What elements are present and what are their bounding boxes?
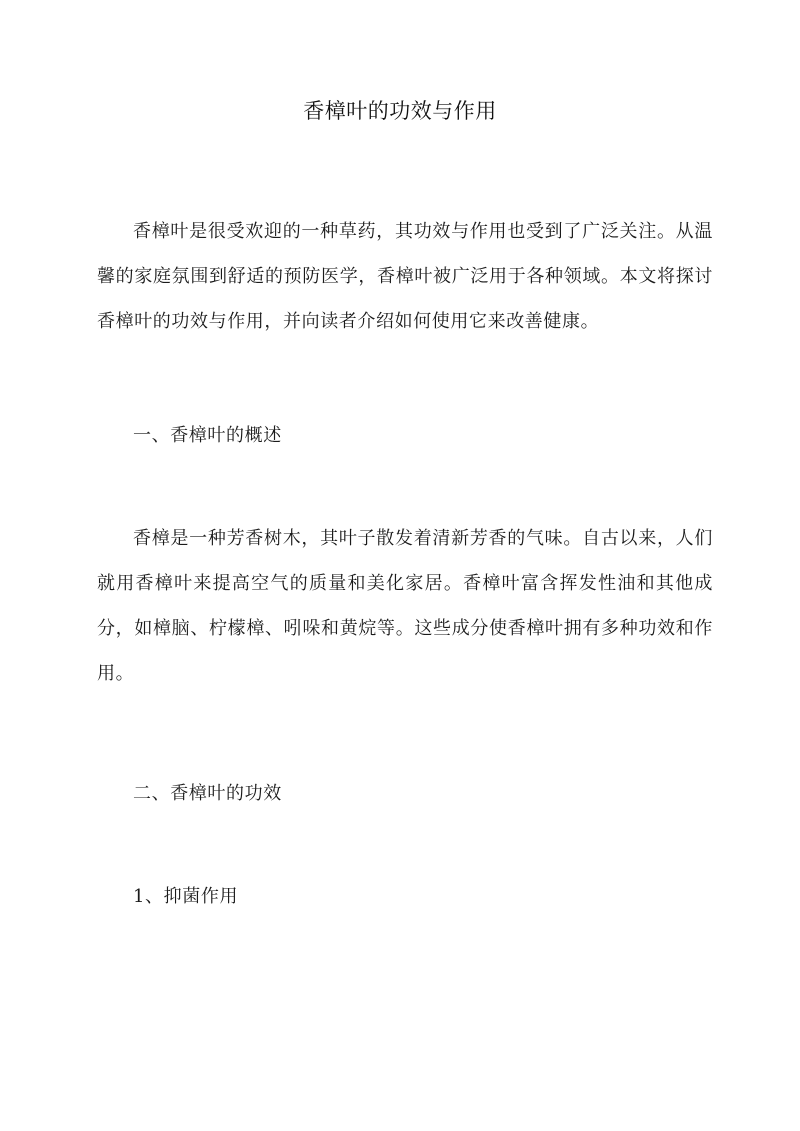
- intro-paragraph: 香樟叶是很受欢迎的一种草药，其功效与作用也受到了广泛关注。从温馨的家庭氛围到舒适的预防医学，香樟叶被广泛用于各种领域。本文将探讨香樟叶的功效与作用，并向读者介绍如何使用它来改善健康。: [97, 221, 713, 332]
- overview-paragraph: 香樟是一种芳香树木，其叶子散发着清新芳香的气味。自古以来，人们就用香樟叶来提高空气的质量和美化家居。香樟叶富含挥发性油和其他成分，如樟脑、柠檬樟、吲哚和黄烷等。这些成分使香樟叶拥有多种功效和作用。: [97, 528, 713, 684]
- document-title: 香樟叶的功效与作用: [303, 99, 497, 123]
- subsection-heading-antibacterial: 1、抑菌作用: [133, 886, 239, 907]
- section-heading-effects: 二、香樟叶的功效: [133, 783, 282, 804]
- section-heading-overview: 一、香樟叶的概述: [133, 425, 282, 446]
